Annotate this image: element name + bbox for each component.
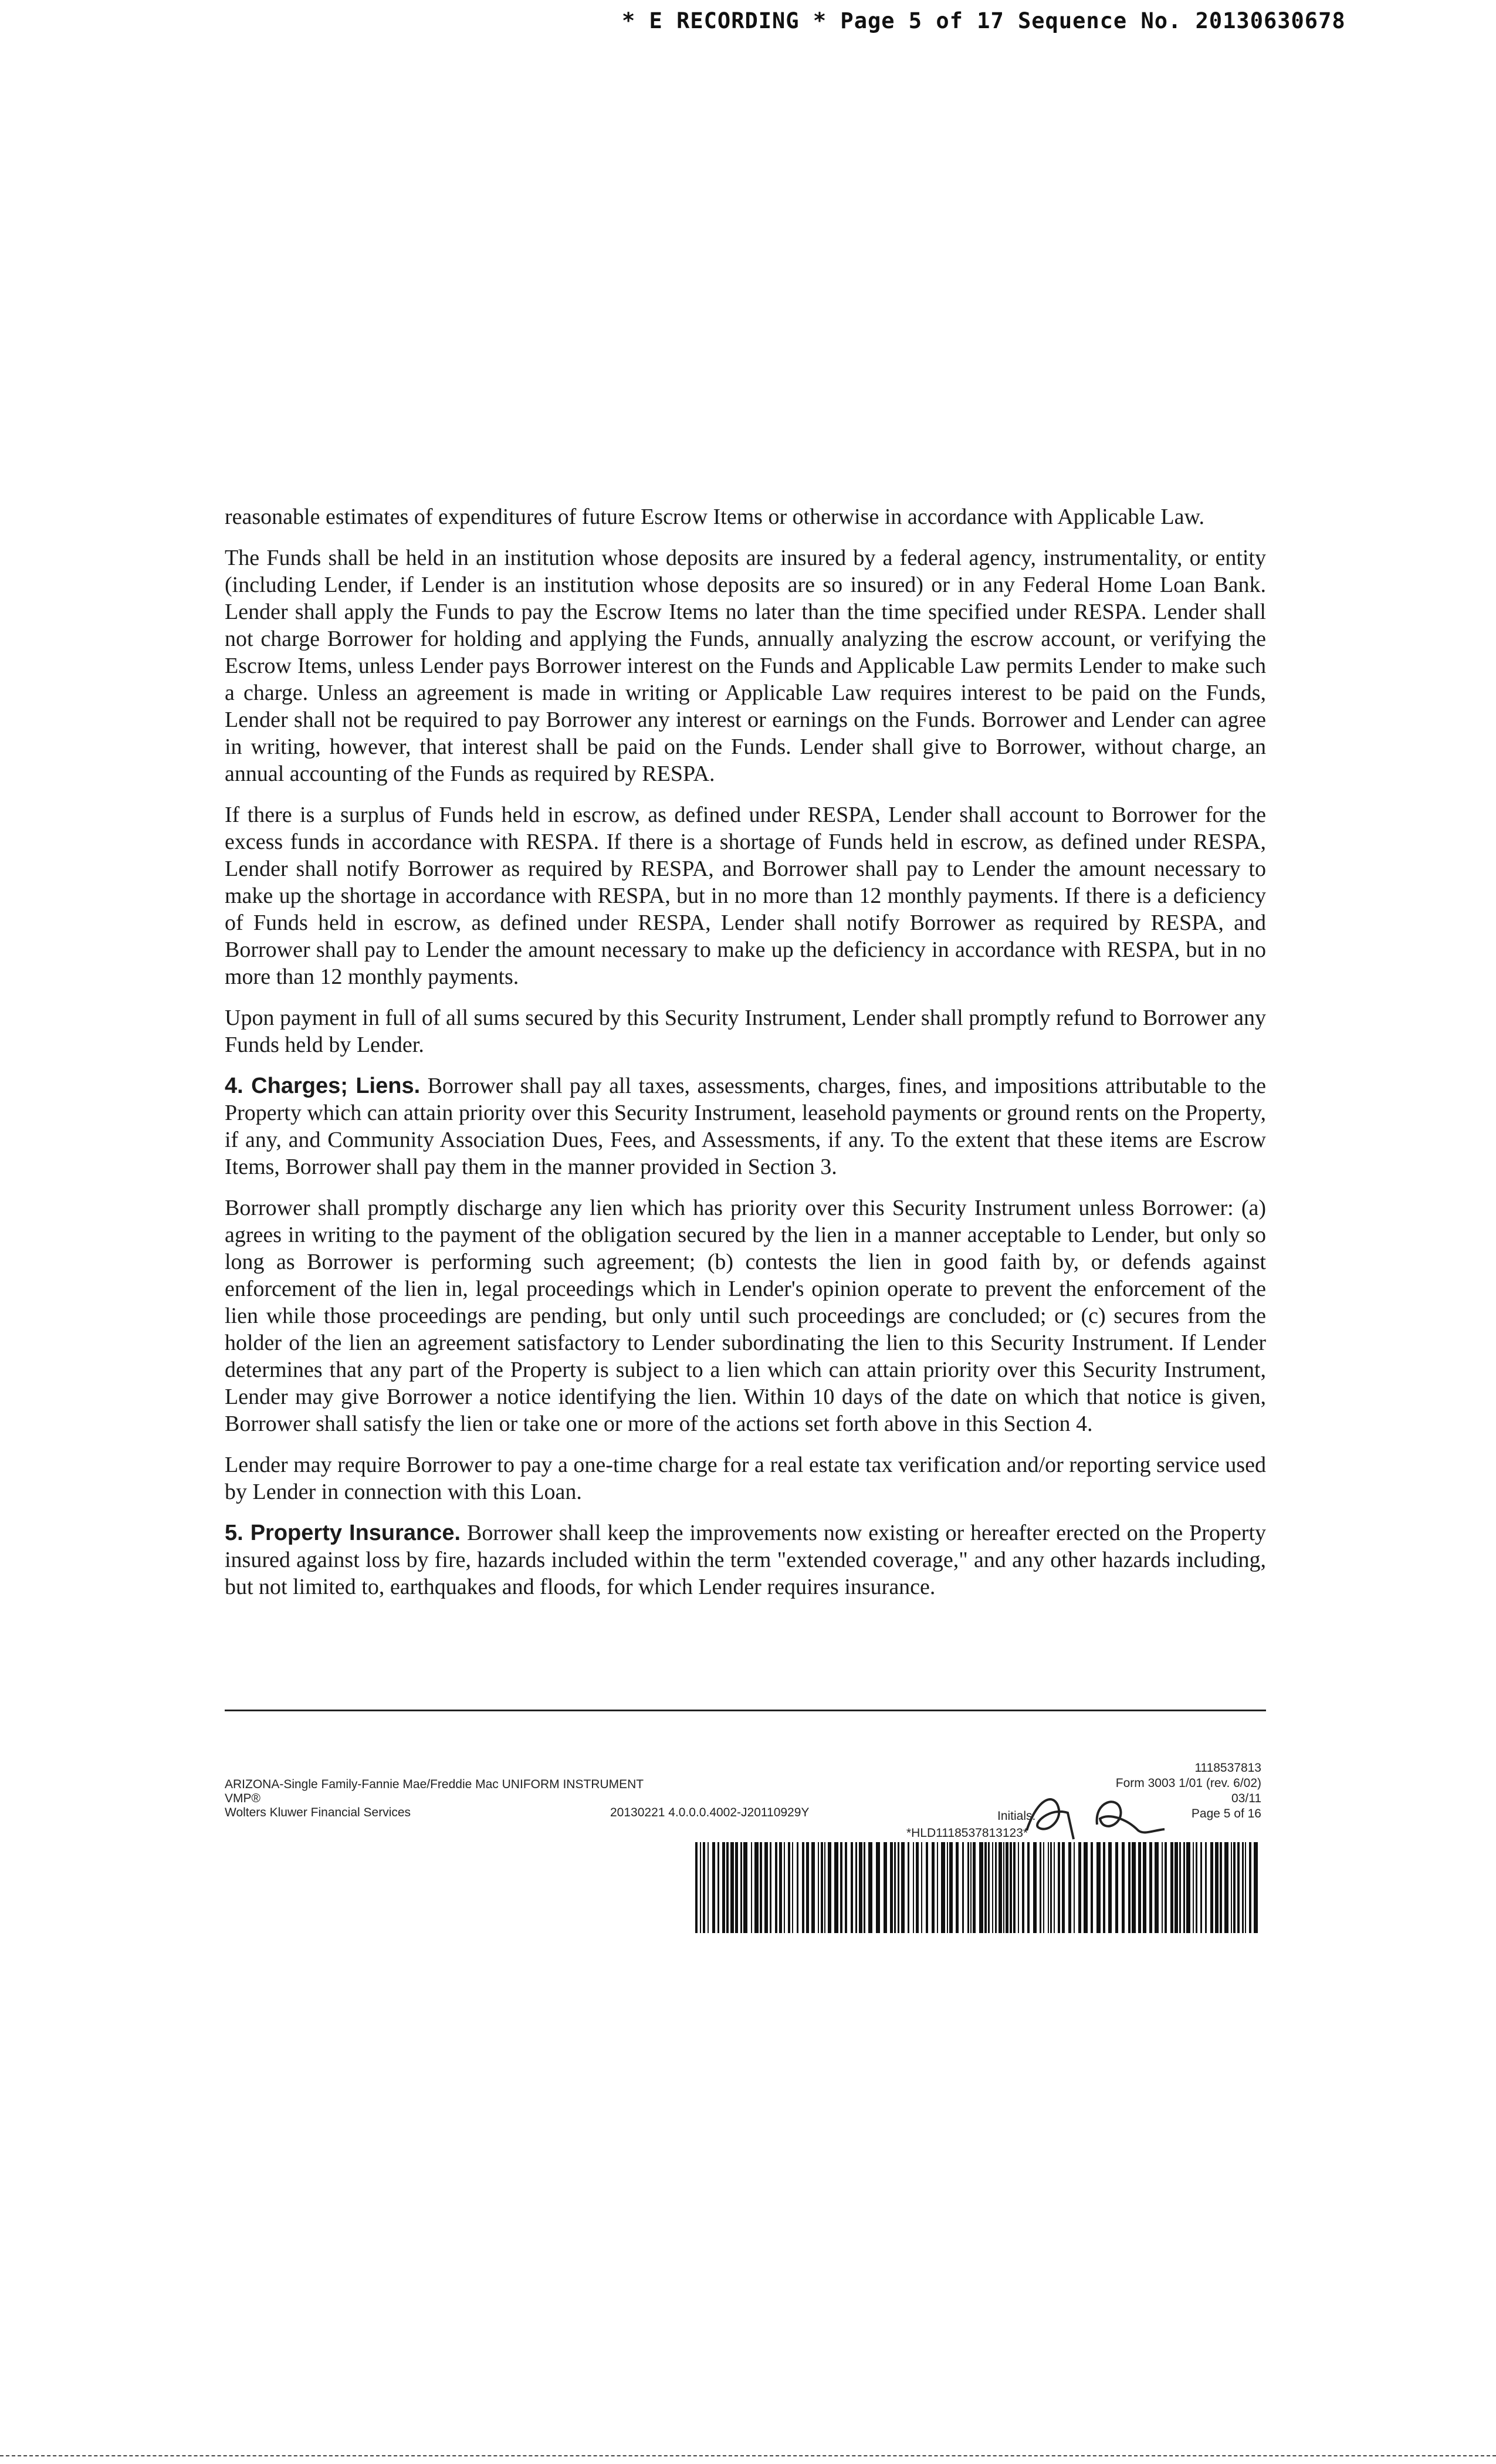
form-number: Form 3003 1/01 (rev. 6/02): [1115, 1776, 1261, 1790]
page-label: Page 5 of 16: [1191, 1807, 1261, 1820]
initials-label: Initials:: [997, 1809, 1036, 1823]
footer-divider: [225, 1710, 1266, 1711]
loan-number: 1118537813: [1194, 1761, 1261, 1775]
section-5-text: Borrower shall keep the improvements now existing or hereafter erected on the Property insured against loss by fire, hazards included within the term "extended coverage," and any other hazards including, but not limited to, earthquakes and floods, for which Lender requires insurance.: [225, 1521, 1266, 1599]
paragraph-surplus-shortage: If there is a surplus of Funds held in escrow, as defined under RESPA, Lender shall account to Borrower for the excess funds in accordance with RESPA. If there is a shortage of Funds held in escrow, as defined under RESPA, Lender shall notify Borrower as required by RESPA, and Borrower shall pay to Lender the amount necessary to make up the shortage in accordance with RESPA, but in no more than 12 monthly payments. If there is a deficiency of Funds held in escrow, as defined under RESPA, Lender shall notify Borrower as required by RESPA, and Borrower shall pay to Lender the amount necessary to make up the deficiency in accordance with RESPA, but in no more than 12 monthly payments.: [225, 803, 1266, 989]
footer-form-title: ARIZONA-Single Family-Fannie Mae/Freddie Mac UNIFORM INSTRUMENT: [225, 1778, 644, 1791]
form-date: 03/11: [1231, 1792, 1261, 1805]
paragraph-escrow-estimates: reasonable estimates of expenditures of future Escrow Items or otherwise in accordance with Applicable Law.: [225, 505, 1204, 529]
section-5-paragraph: [225, 1519, 1266, 1600]
recording-header: * E RECORDING * Page 5 of 17 Sequence No. 20130630678: [622, 8, 1346, 33]
section-4-lien-paragraph: Borrower shall promptly discharge any lien which has priority over this Security Instrument unless Borrower: (a) agrees in writing to the payment of the obligation secured by the lien in a manner acceptable to Lender, but only so long as Borrower is performing such agreement; (b) contests the lien in good faith by, or defends against enforcement of the lien in, legal proceedings which in Lender's opinion operate to prevent the enforcement of the lien while those proceedings are pending, but only until such proceedings are concluded; or (c) secures from the holder of the lien an agreement satisfactory to Lender subordinating the lien to this Security Instrument. If Lender determines that any part of the Property is subject to a lien which can attain priority over this Security Instrument, Lender may give Borrower a notice identifying the lien. Within 10 days of the date on which that notice is given, Borrower shall satisfy the lien or take one or more of the actions set forth above in this Section 4.: [225, 1196, 1266, 1436]
footer-form-info: [225, 1778, 644, 1820]
footer-vmp: VMP®: [225, 1792, 260, 1805]
barcode-text: *HLD1118537813123*: [906, 1826, 1028, 1840]
page-bottom-edge: [0, 2455, 1496, 2456]
section-4-paragraph: [225, 1072, 1266, 1180]
section-4-tax-paragraph: Lender may require Borrower to pay a one-time charge for a real estate tax verification and/or reporting service used by Lender in connection with this Loan.: [225, 1453, 1266, 1504]
document-body: [225, 503, 1266, 1615]
barcode-icon: [695, 1842, 1261, 1933]
section-4-text: Borrower shall pay all taxes, assessments, charges, fines, and impositions attributable to the Property which can attain priority over this Security Instrument, leasehold payments or ground rents on the Property, if any, and Community Association Dues, Fees, and Assessments, if any. To the extent that these items are Escrow Items, Borrower shall pay them in the manner provided in Section 3.: [225, 1074, 1266, 1179]
section-4-heading: 4. Charges; Liens.: [225, 1074, 421, 1098]
footer-publisher: Wolters Kluwer Financial Services: [225, 1806, 411, 1819]
footer-doc-code: 20130221 4.0.0.0.4002-J20110929Y: [610, 1806, 810, 1819]
footer-right-block: [1132, 1761, 1261, 1775]
paragraph-funds-held: The Funds shall be held in an institution whose deposits are insured by a federal agency, instrumentality, or entity (including Lender, if Lender is an institution whose deposits are so insured) or in any Federal Home Loan Bank. Lender shall apply the Funds to pay the Escrow Items no later than the time specified under RESPA. Lender shall not charge Borrower for holding and applying the Funds, annually analyzing the escrow account, or verifying the Escrow Items, unless Lender pays Borrower interest on the Funds and Applicable Law permits Lender to make such a charge. Unless an agreement is made in writing or Applicable Law requires interest to be paid on the Funds, Lender shall not be required to pay Borrower any interest or earnings on the Funds. Borrower and Lender can agree in writing, however, that interest shall be paid on the Funds. Lender shall give to Borrower, without charge, an annual accounting of the Funds as required by RESPA.: [225, 546, 1266, 786]
section-5-heading: 5. Property Insurance.: [225, 1521, 461, 1545]
paragraph-refund: Upon payment in full of all sums secured by this Security Instrument, Lender shall promptly refund to Borrower any Funds held by Lender.: [225, 1006, 1266, 1057]
